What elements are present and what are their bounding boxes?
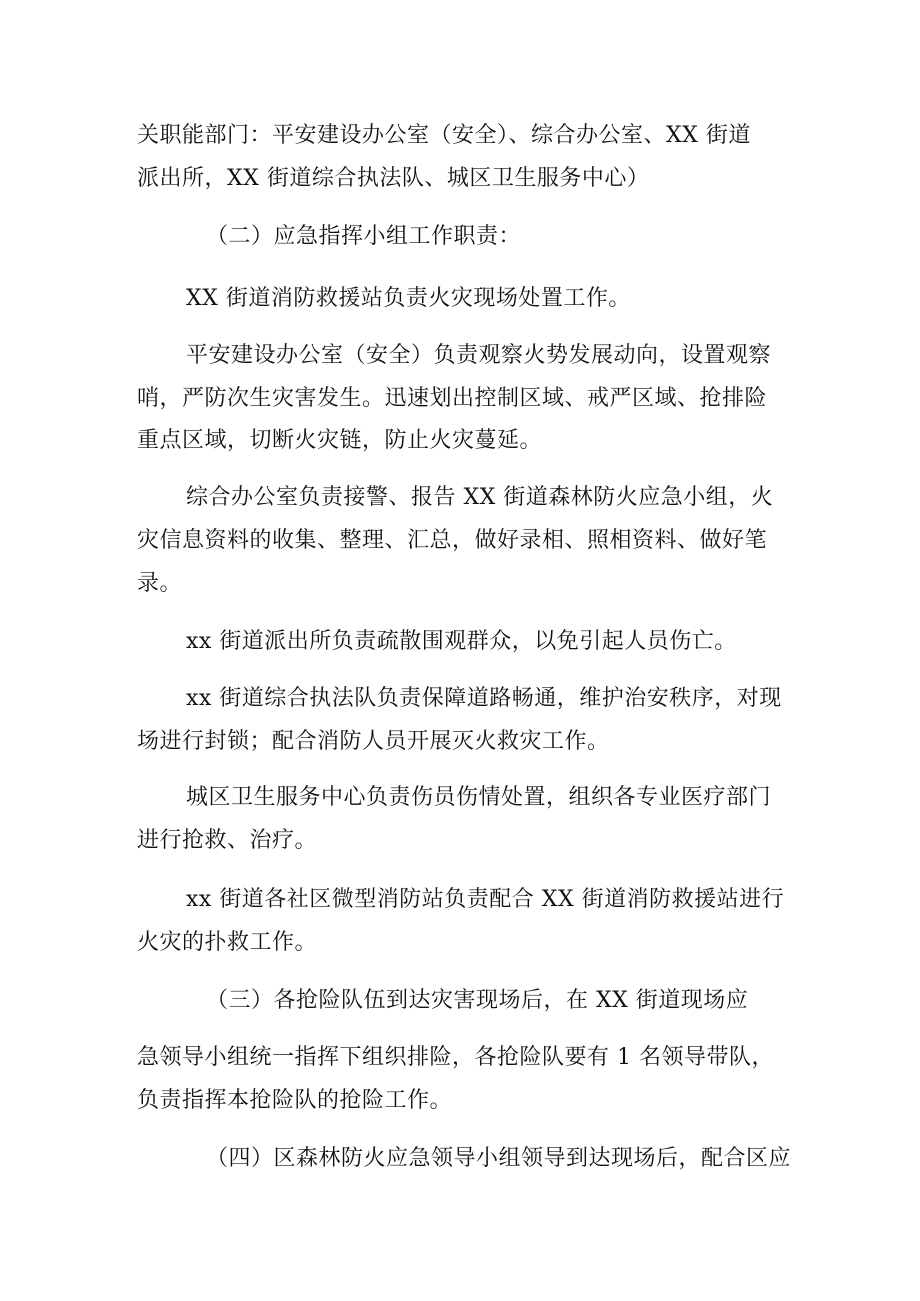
text-line-19: 急领导小组统一指挥下组织排险，各抢险队要有 1 名领导带队，: [137, 1045, 774, 1070]
text-line-11: xx 街道派出所负责疏散围观群众，以免引起人员伤亡。: [186, 629, 737, 654]
text-line-8: 综合办公室负责接警、报告 XX 街道森林防火应急小组，火: [186, 485, 774, 510]
text-line-12: xx 街道综合执法队负责保障道路畅通，维护治安秩序，对现: [186, 686, 782, 711]
text-line-6: 哨，严防次生灾害发生。迅速划出控制区域、戒严区域、抢排险: [137, 386, 768, 411]
text-line-13: 场进行封锁；配合消防人员开展灭火救灾工作。: [137, 729, 610, 754]
text-line-1: 关职能部门：平安建设办公室（安全）、综合办公室、XX 街道: [137, 123, 751, 148]
text-line-10: 录。: [137, 571, 183, 596]
section-heading-4: （四）区森林防火应急领导小组领导到达现场后，配合区应: [206, 1146, 792, 1171]
text-line-20: 负责指挥本抢险队的抢险工作。: [137, 1088, 453, 1113]
text-line-2: 派出所，XX 街道综合执法队、城区卫生服务中心）: [137, 166, 650, 191]
text-line-4: XX 街道消防救援站负责火灾现场处置工作。: [186, 286, 631, 311]
text-line-9: 灾信息资料的收集、整理、汇总，做好录相、照相资料、做好笔: [137, 528, 768, 553]
text-line-5: 平安建设办公室（安全）负责观察火势发展动向，设置观察: [186, 343, 772, 368]
section-heading-3: （三）各抢险队伍到达灾害现场后，在 XX 街道现场应: [206, 988, 749, 1013]
text-line-7: 重点区域，切断火灾链，防止火灾蔓延。: [137, 428, 543, 453]
text-line-16: xx 街道各社区微型消防站负责配合 XX 街道消防救援站进行: [186, 887, 785, 912]
text-line-15: 进行抢救、治疗。: [137, 828, 318, 853]
text-line-17: 火灾的扑救工作。: [137, 930, 318, 955]
text-line-14: 城区卫生服务中心负责伤员伤情处置，组织各专业医疗部门: [186, 785, 772, 810]
section-heading-2: （二）应急指挥小组工作职责：: [206, 224, 522, 249]
